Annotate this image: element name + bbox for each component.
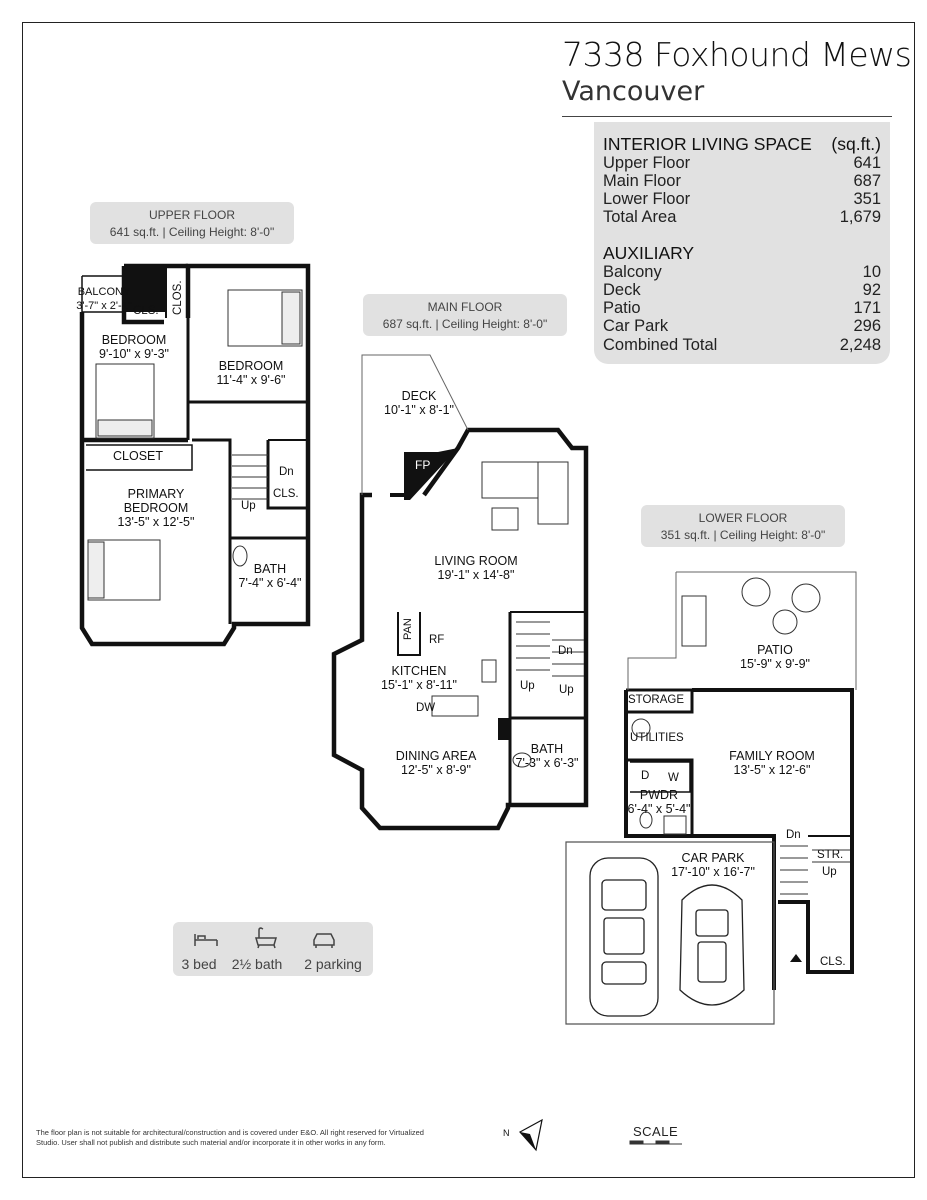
area-row-label: Combined Total: [603, 336, 718, 354]
area-row-value: 641: [853, 154, 881, 172]
armchair: [492, 508, 518, 530]
pantry-label: PAN: [402, 618, 414, 640]
room-name: DINING AREA: [395, 749, 477, 763]
area-row-value: 171: [853, 299, 881, 317]
north-label: N: [503, 1128, 510, 1138]
area-row-value: 92: [862, 281, 881, 299]
fridge-label: RF: [429, 634, 445, 646]
room-name: BEDROOM: [101, 333, 167, 347]
area-row-value: 296: [853, 317, 881, 335]
room-dimensions: 13'-5" x 12'-6": [733, 763, 811, 777]
bed-icon: [193, 928, 219, 950]
sink: [664, 816, 686, 834]
stair-up-label: Up: [822, 866, 837, 878]
utilities-label: UTILITIES: [630, 732, 684, 744]
stair-up-label: Up: [559, 684, 574, 696]
lower-floor-name: LOWER FLOOR: [698, 511, 788, 525]
room-name: DECK: [401, 389, 437, 403]
bath-label: [239, 562, 302, 590]
room-name: BATH: [530, 742, 564, 756]
room-name: CAR PARK: [681, 851, 745, 865]
area-row-label: Lower Floor: [603, 190, 691, 208]
fireplace-label: FP: [415, 458, 431, 472]
car-icon: [590, 858, 658, 1016]
bathtub-icon: [253, 926, 279, 950]
closet-label: CLOS.: [172, 280, 184, 315]
area-row-value: 1,679: [839, 208, 881, 226]
room-dimensions: 13'-5" x 12'-5": [117, 515, 195, 529]
unit-label: (sq.ft.): [831, 134, 881, 154]
balcony-label: [76, 285, 131, 313]
main-floor-name: MAIN FLOOR: [427, 300, 503, 314]
room-dimensions: 12'-5" x 8'-9": [401, 763, 471, 777]
washer-label: W: [668, 772, 679, 784]
room-dimensions: 10'-1" x 8'-1": [384, 403, 454, 417]
room-name: LIVING ROOM: [434, 554, 518, 568]
room-name: BALCONY: [77, 286, 131, 298]
patio-chair: [742, 578, 770, 606]
family-room-label: [729, 749, 815, 777]
upper-floor-details: 641 sq.ft. | Ceiling Height: 8'-0": [109, 225, 275, 239]
scale-bar: [630, 1141, 682, 1144]
stair-up-label: Up: [520, 680, 535, 692]
closet-label: CLOSET: [112, 449, 164, 463]
area-row-label: Deck: [603, 281, 641, 299]
bed-count: 3 bed: [181, 956, 217, 972]
primary-bedroom-label: [118, 487, 195, 529]
stair-down-label: Dn: [279, 466, 294, 478]
patio-table: [682, 596, 706, 646]
area-row-label: Main Floor: [603, 172, 681, 190]
parking-count: 2 parking: [304, 956, 362, 972]
scale-label: SCALE: [633, 1124, 679, 1139]
property-address: 7338 Foxhound Mews: [562, 35, 912, 74]
storage-label: STORAGE: [628, 694, 685, 706]
entry-arrow-icon: [790, 954, 802, 962]
area-row-label: Balcony: [603, 263, 662, 281]
powder-room-label: [628, 788, 691, 816]
patio-table-round: [773, 610, 797, 634]
stair-up-label: Up: [241, 500, 256, 512]
area-row-label: Upper Floor: [603, 154, 691, 172]
room-dimensions: 11'-4" x 9'-6": [216, 373, 286, 387]
patio-chair: [792, 584, 820, 612]
room-dimensions: 6'-4" x 5'-4": [627, 802, 691, 816]
living-room-label: [434, 554, 517, 582]
main-floor-details: 687 sq.ft. | Ceiling Height: 8'-0": [382, 317, 548, 331]
closet-label: CLS.: [820, 956, 846, 968]
room-dimensions: 19'-1" x 14'-8": [437, 568, 515, 582]
car-park-label: [671, 851, 755, 879]
counter: [432, 696, 478, 716]
area-row-value: 10: [862, 263, 881, 281]
area-row-label: Total Area: [603, 208, 677, 226]
room-name: PWDR: [639, 788, 679, 802]
area-row-value: 2,248: [839, 336, 881, 354]
closet-label: CLS.: [133, 305, 159, 317]
storage-label: STR.: [817, 849, 844, 861]
property-city: Vancouver: [562, 76, 705, 107]
room-name: BEDROOM: [123, 501, 189, 515]
car-icon: [311, 928, 337, 950]
room-name: PATIO: [757, 643, 793, 657]
dryer-label: D: [641, 770, 650, 782]
bath-count: 2½ bath: [231, 956, 283, 972]
room-name: BEDROOM: [218, 359, 284, 373]
sofa: [538, 462, 568, 524]
lower-floor-details: 351 sq.ft. | Ceiling Height: 8'-0": [660, 528, 826, 542]
area-row-label: Car Park: [603, 317, 669, 335]
auxiliary-heading: AUXILIARY: [603, 243, 695, 263]
room-name: KITCHEN: [391, 664, 447, 678]
fireplace-icon: [404, 448, 458, 500]
area-row-value: 351: [853, 190, 881, 208]
room-name: FAMILY ROOM: [729, 749, 815, 763]
closet-label: CLS.: [273, 488, 299, 500]
dishwasher-label: DW: [416, 702, 436, 714]
stair-down-label: Dn: [558, 645, 573, 657]
disclaimer-text: The floor plan is not suitable for architectural/construction and is covered under E&O. All right reserved for Virtualized Studio. User shall not publish and distribute such material and/or incorporate it in other works in any form.: [36, 1128, 424, 1147]
room-dimensions: 15'-9" x 9'-9": [740, 657, 810, 671]
area-row-value: 687: [853, 172, 881, 190]
room-dimensions: 15'-1" x 8'-11": [381, 678, 457, 692]
dining-area-label: [396, 749, 477, 777]
car-icon: [680, 885, 744, 1005]
bath-label: [516, 742, 579, 770]
deck-label: [384, 389, 454, 417]
patio-label: [740, 643, 810, 671]
feature-summary: [173, 922, 373, 976]
kitchen-label: [381, 664, 457, 692]
room-dimensions: 9'-10" x 9'-3": [99, 347, 169, 361]
room-dimensions: 7'-3" x 6'-3": [515, 756, 579, 770]
stair-down-label: Dn: [786, 829, 801, 841]
stove: [482, 660, 496, 682]
area-row-label: Patio: [603, 299, 641, 317]
upper-floor-name: UPPER FLOOR: [148, 208, 235, 222]
bedroom-label: [216, 359, 285, 387]
room-name: PRIMARY: [127, 487, 185, 501]
room-dimensions: 17'-10" x 16'-7": [671, 865, 755, 879]
room-dimensions: 7'-4" x 6'-4": [238, 576, 302, 590]
room-dimensions: 3'-7" x 2'-1": [76, 300, 132, 312]
room-name: BATH: [253, 562, 287, 576]
bedroom-label: [99, 333, 169, 361]
north-arrow-icon: [520, 1120, 542, 1150]
interior-heading: INTERIOR LIVING SPACE: [603, 134, 812, 154]
